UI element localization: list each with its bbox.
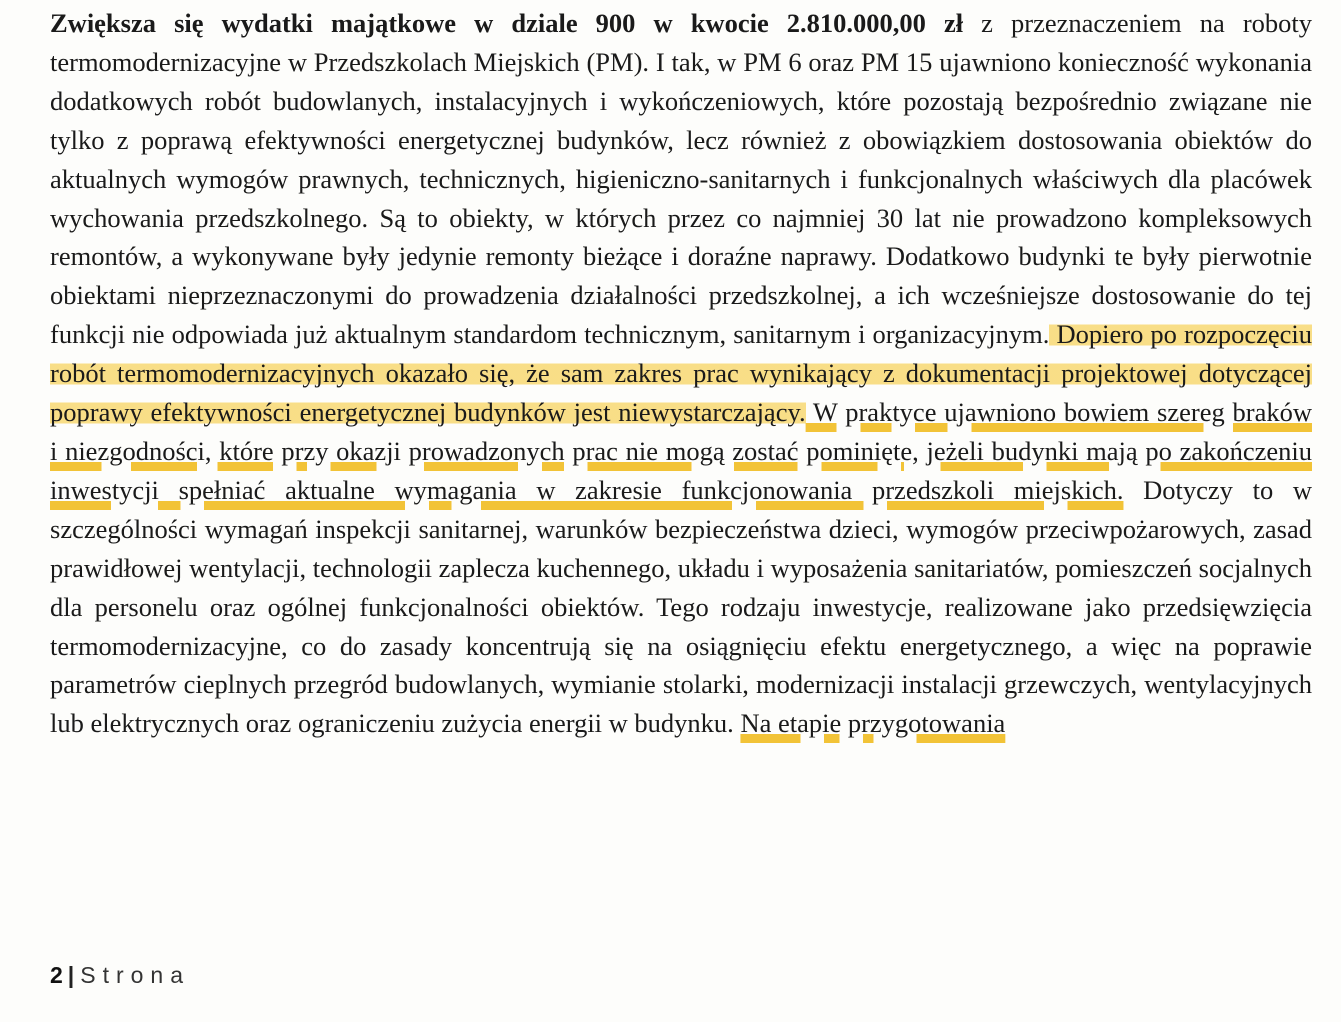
underlined-passage: W praktyce ujawniono bowiem szereg braków i niezgodności, które przy okazji prowadzonych prac nie mogą zostać pominięte, jeżeli budynki mają po zakończeniu inwestycji spełniać aktualne wymagania w zakresie funkcjonowania przedszkoli miejskich. [50,397,1312,505]
page-footer [50,962,190,989]
paragraph-text-continued: Dotyczy to w szczególności wymagań inspekcji sanitarnej, warunków bezpieczeństwa dzieci, wymogów przeciwpożarowych, zasad prawidłowej wentylacji, technologii zaplecza kuchennego, układu i wyposażenia sanitariatów, pomieszczeń socjalnych dla personelu oraz ogólnej funkcjonalności obiektów. Tego rodzaju inwestycje, realizowane jako przedsięwzięcia termomodernizacyjne, co do zasady koncentrują się na osiągnięciu efektu energetycznego, a więc na poprawie parametrów cieplnych przegród budowlanych, wymianie stolarki, modernizacji instalacji grzewczych, wentylacyjnych lub elektrycznych oraz ograniczeniu zużycia energii w budynku. [50,474,1312,739]
bold-lead-sentence: Zwiększa się wydatki majątkowe w dziale 900 w kwocie 2.810.000,00 zł [50,8,964,38]
page-number: 2 [50,962,63,988]
highlighted-passage: Dopiero po rozpoczęciu robót termomodernizacyjnych okazało się, że sam zakres prac wynikający z dokumentacji projektowej dotyczącej poprawy efektywności energetycznej budynków jest niewystarczający. [50,319,1312,428]
body-paragraph [50,4,1312,743]
page-label: Strona [80,962,190,988]
footer-separator: | [67,962,75,988]
underlined-passage-end: Na etapie przygotowania [740,708,1006,739]
paragraph-text: z przeznaczeniem na roboty termomodernizacyjne w Przedszkolach Miejskich (PM). I tak, w PM 6 oraz PM 15 ujawniono konieczność wykonania dodatkowych robót budowlanych, instalacyjnych i wykończeniowych, które pozostają bezpośrednio związane nie tylko z poprawą efektywności energetycznej budynków, lecz również z obowiązkiem dostosowania obiektów do aktualnych wymogów prawnych, technicznych, higieniczno-sanitarnych i funkcjonalnych właściwych dla placówek wychowania przedszkolnego. Są to obiekty, w których przez co najmniej 30 lat nie prowadzono kompleksowych remontów, a wykonywane były jedynie remonty bieżące i doraźne naprawy. Dodatkowo budynki te były pierwotnie obiektami nieprzeznaczonymi do prowadzenia działalności przedszkolnej, a ich wcześniejsze dostosowanie do tej funkcji nie odpowiada już aktualnym standardom technicznym, sanitarnym i organizacyjnym. [50,8,1313,350]
